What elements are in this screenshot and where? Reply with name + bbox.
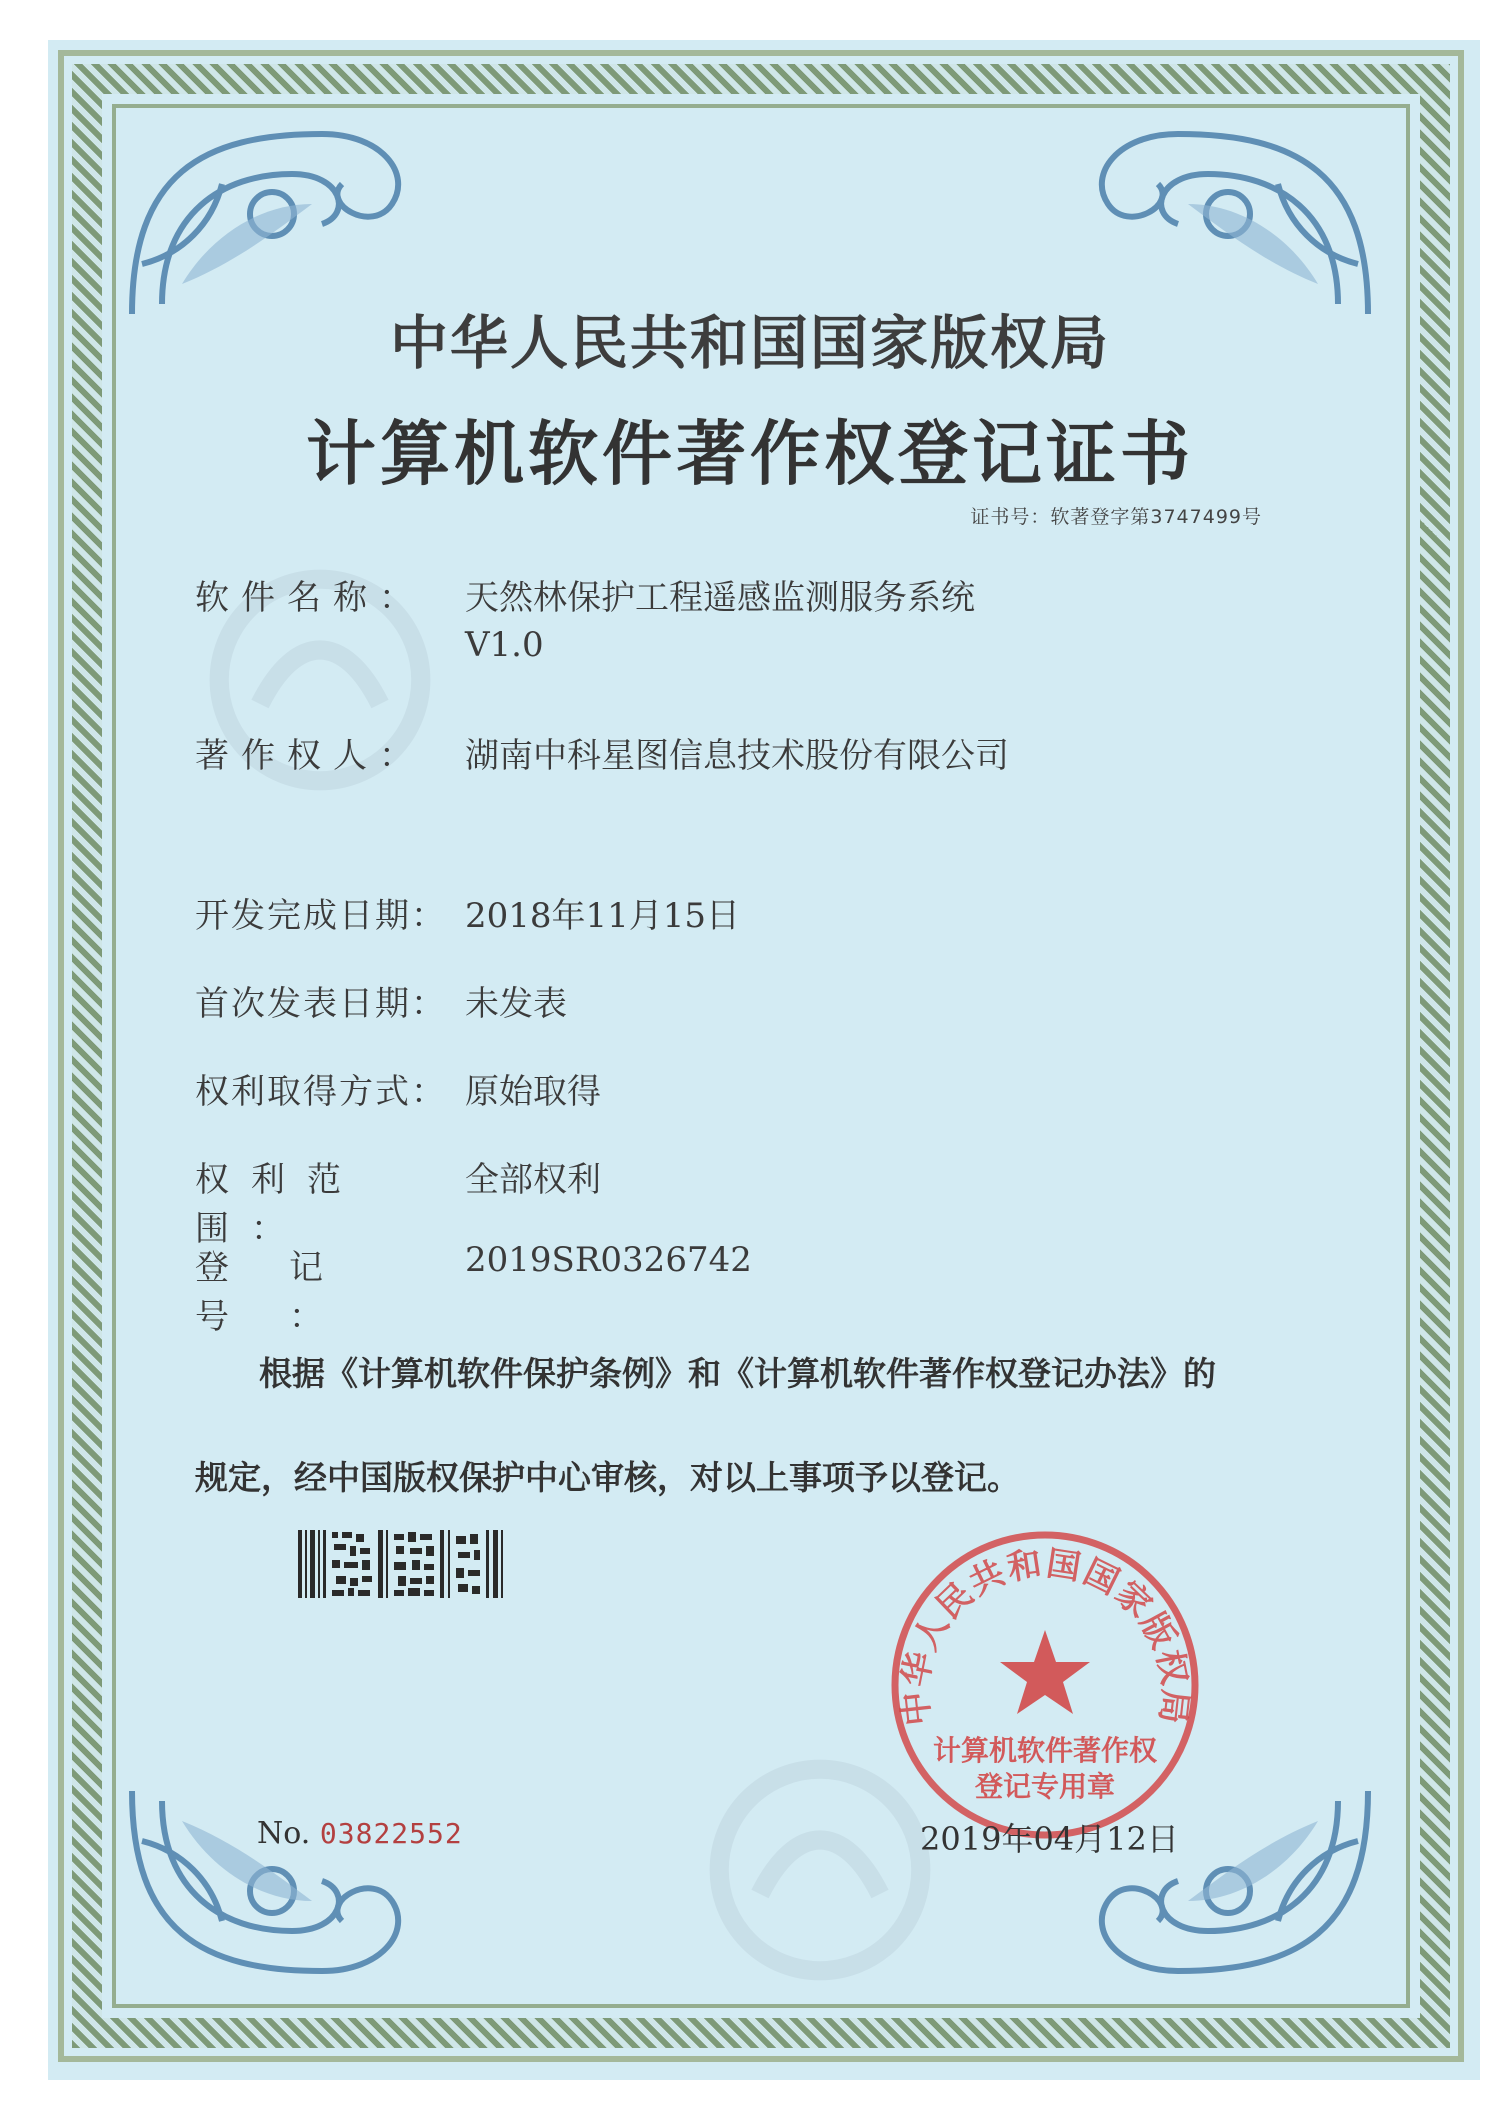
statement-line2: 规定，经中国版权保护中心审核，对以上事项予以登记。: [195, 1458, 1020, 1497]
seal-inner-line2: 登记专用章: [974, 1770, 1116, 1803]
official-seal: [880, 1520, 1210, 1850]
certificate-title: 计算机软件著作权登记证书: [306, 412, 1194, 495]
certificate-number: [970, 502, 1262, 529]
field-value: 湖南中科星图信息技术股份有限公司: [465, 736, 1009, 776]
field-value: 原始取得: [465, 1072, 601, 1112]
inner-frame: [112, 104, 1410, 2008]
field-label: 首次发表日期：: [195, 984, 447, 1024]
field-software-name: [195, 570, 975, 665]
serial-label: No.: [257, 1816, 311, 1851]
field-value: [465, 570, 975, 665]
serial-value: 03822552: [319, 1817, 463, 1850]
field-label: 开发完成日期：: [195, 896, 447, 936]
corner-ornament-bottom-left: [122, 1771, 422, 1991]
field-owner: [195, 728, 1009, 777]
field-value: 全部权利: [465, 1160, 601, 1200]
field-acquisition: [195, 1064, 601, 1113]
barcode-image: [298, 1530, 503, 1598]
issue-date: 2019年04月12日: [920, 1820, 1179, 1858]
field-label: 著作权人：: [195, 736, 425, 776]
field-label: 权利取得方式：: [195, 1072, 447, 1112]
issuing-authority: 中华人民共和国国家版权局: [389, 309, 1110, 377]
field-value: 未发表: [465, 984, 567, 1024]
software-name-line1: 天然林保护工程遥感监测服务系统: [465, 578, 975, 618]
field-first-publish-date: [195, 976, 567, 1025]
seal-star-icon: [1000, 1630, 1090, 1714]
field-label: 登记号：: [195, 1248, 383, 1337]
serial-number: [257, 1816, 463, 1851]
cert-no-value: 软著登字第3747499号: [1050, 506, 1262, 528]
field-scope: [195, 1152, 601, 1250]
seal-inner-line1: 计算机软件著作权: [932, 1734, 1158, 1767]
field-label: 权利范围：: [195, 1160, 363, 1249]
field-value: 2019SR0326742: [465, 1240, 752, 1280]
field-label: 软件名称：: [195, 578, 425, 618]
statement-line1: 根据《计算机软件保护条例》和《计算机软件著作权登记办法》的: [259, 1354, 1216, 1393]
cert-no-label: 证书号：: [970, 506, 1051, 528]
field-value: 2018年11月15日: [465, 896, 741, 936]
software-name-line2: V1.0: [465, 625, 544, 665]
seal-outer-text: 中华人民共和国国家版权局: [894, 1543, 1196, 1728]
statement-paragraph: [195, 1322, 1335, 1530]
field-completion-date: [195, 888, 740, 937]
